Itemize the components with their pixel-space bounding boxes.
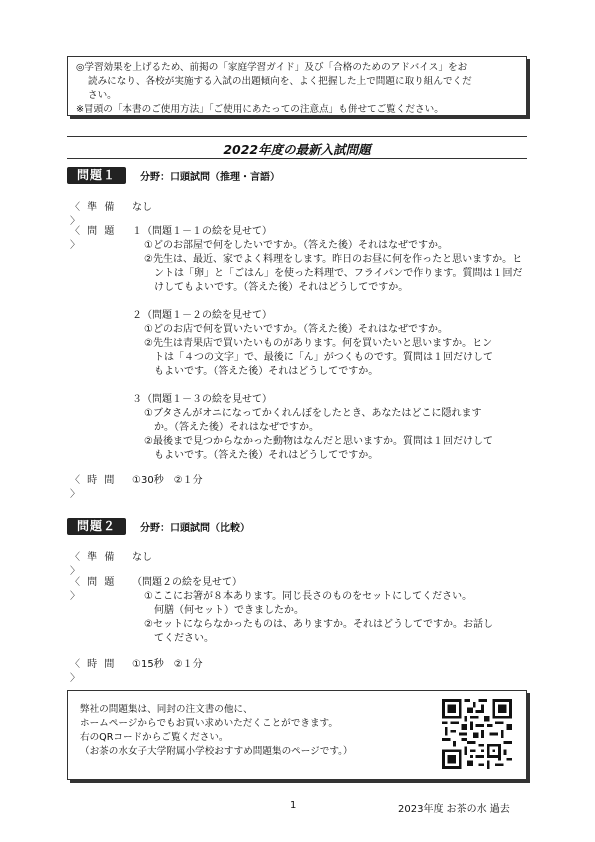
notice-line: ※冒頭の「本書のご使用方法」「ご使用にあたっての注意点」も併せてご覧ください。 [76,104,444,115]
question-label: 〈 問 題 〉 [70,226,117,251]
question-line: か。（答えた後）それはなぜですか。 [154,422,319,433]
question-line: けしてもよいです。（答えた後）それはどうしてですか。 [154,282,409,293]
prep-label: 〈 準 備 〉 [70,202,117,227]
q1-question-body [132,225,530,463]
question-2-header [67,518,250,535]
time-value: ①15秒 ②１分 [132,659,203,670]
question-line: ②先生は、最近、家でよく料理をします。昨日のお昼に何を作ったと思いますか。ヒ [144,254,523,265]
question-line: ①ここにお箸が８本あります。同じ長さのものをセットにしてください。 [144,591,473,602]
title-rule-bottom [67,158,527,159]
prep-label: 〈 準 備 〉 [70,552,117,577]
question-line: ②先生は青果店で買いたいものがあります。何を買いたいと思いますか。ヒン [144,338,493,349]
question-line: 何膳（何セット）できましたか。 [154,605,304,616]
block-header: １（問題１－１の絵を見せて） [132,226,272,237]
q1-block-2 [132,309,530,379]
order-info-text [80,703,353,759]
notice-line: 読みになり、各校が実施する入試の出題傾向を、よく把握した上で問題に取り組んでくだ [88,76,472,87]
order-info-line: 弊社の問題集は、同封の注文書の他に、 [80,704,253,715]
question-line: ントは「卵」と「ごはん」を使った料理で、フライパンで作ります。質問は１回だ [154,268,523,279]
q2-question-row [70,576,530,652]
question-line: ②セットにならなかったものは、ありますか。それはどうしてですか。お話し [144,619,493,630]
page-number: 1 [290,800,297,811]
page-title: 2022年度の最新入試問題 [223,142,371,157]
order-info-line: （お茶の水女子大学附属小学校おすすめ問題集のページです。） [80,746,353,757]
question-line: ①どのお店で何を買いたいですか。（答えた後）それはなぜですか。 [144,324,448,335]
title-rule-top [67,136,527,137]
time-label: 〈 時 間 〉 [70,475,117,500]
edition-label: 2023年度 お茶の水 過去 [398,804,510,815]
block-header: ３（問題１－３の絵を見せて） [132,394,272,405]
order-info-line: ホームページからでもお買い求めいただくことができます。 [80,718,338,729]
question-1-label: 問題１ [67,167,126,184]
question-1-field: 分野：口頭試問（推理・言語） [140,172,281,183]
q1-block-1 [132,225,530,295]
block-header: ２（問題１－２の絵を見せて） [132,310,272,321]
question-line: もよいです。（答えた後）それはどうしてですか。 [154,450,379,461]
spacer [132,379,530,393]
qr-code-icon[interactable] [442,699,512,769]
question-1-header [67,167,280,184]
question-line: ①どのお部屋で何をしたいですか。（答えた後）それはなぜですか。 [144,240,448,251]
block-header: （問題２の絵を見せて） [132,577,242,588]
time-value: ①30秒 ②１分 [132,475,203,486]
order-info-box [67,690,527,780]
question-2-field: 分野：口頭試問（比較） [140,523,251,534]
question-2-label: 問題２ [67,518,126,535]
q1-block-3 [132,393,530,463]
q2-question-body [132,576,530,646]
question-line: ①ブタさんがオニになってかくれんぼをしたとき、あなたはどこに隠れます [144,408,482,419]
q2-block [132,576,530,646]
question-line: てください。 [154,633,214,644]
order-info-line: 右のQRコードからご覧ください。 [80,732,229,743]
q1-question-row [70,225,530,465]
time-label: 〈 時 間 〉 [70,659,117,684]
notice-box [67,56,527,116]
question-label: 〈 問 題 〉 [70,577,117,602]
notice-line: さい。 [88,90,117,101]
prep-value: なし [132,202,152,213]
question-line: もよいです。（答えた後）それはどうしてですか。 [154,366,379,377]
spacer [132,295,530,309]
question-line: ②最後まで見つからなかった動物はなんだと思いますか。質問は１回だけして [144,436,493,447]
notice-line: ◎学習効果を上げるため、前掲の「家庭学習ガイド」及び「合格のためのアドバイス」をお [76,62,468,73]
prep-value: なし [132,552,152,563]
question-line: トは「４つの文字」で、最後に「ん」がつくものです。質問は１回だけして [154,352,493,363]
